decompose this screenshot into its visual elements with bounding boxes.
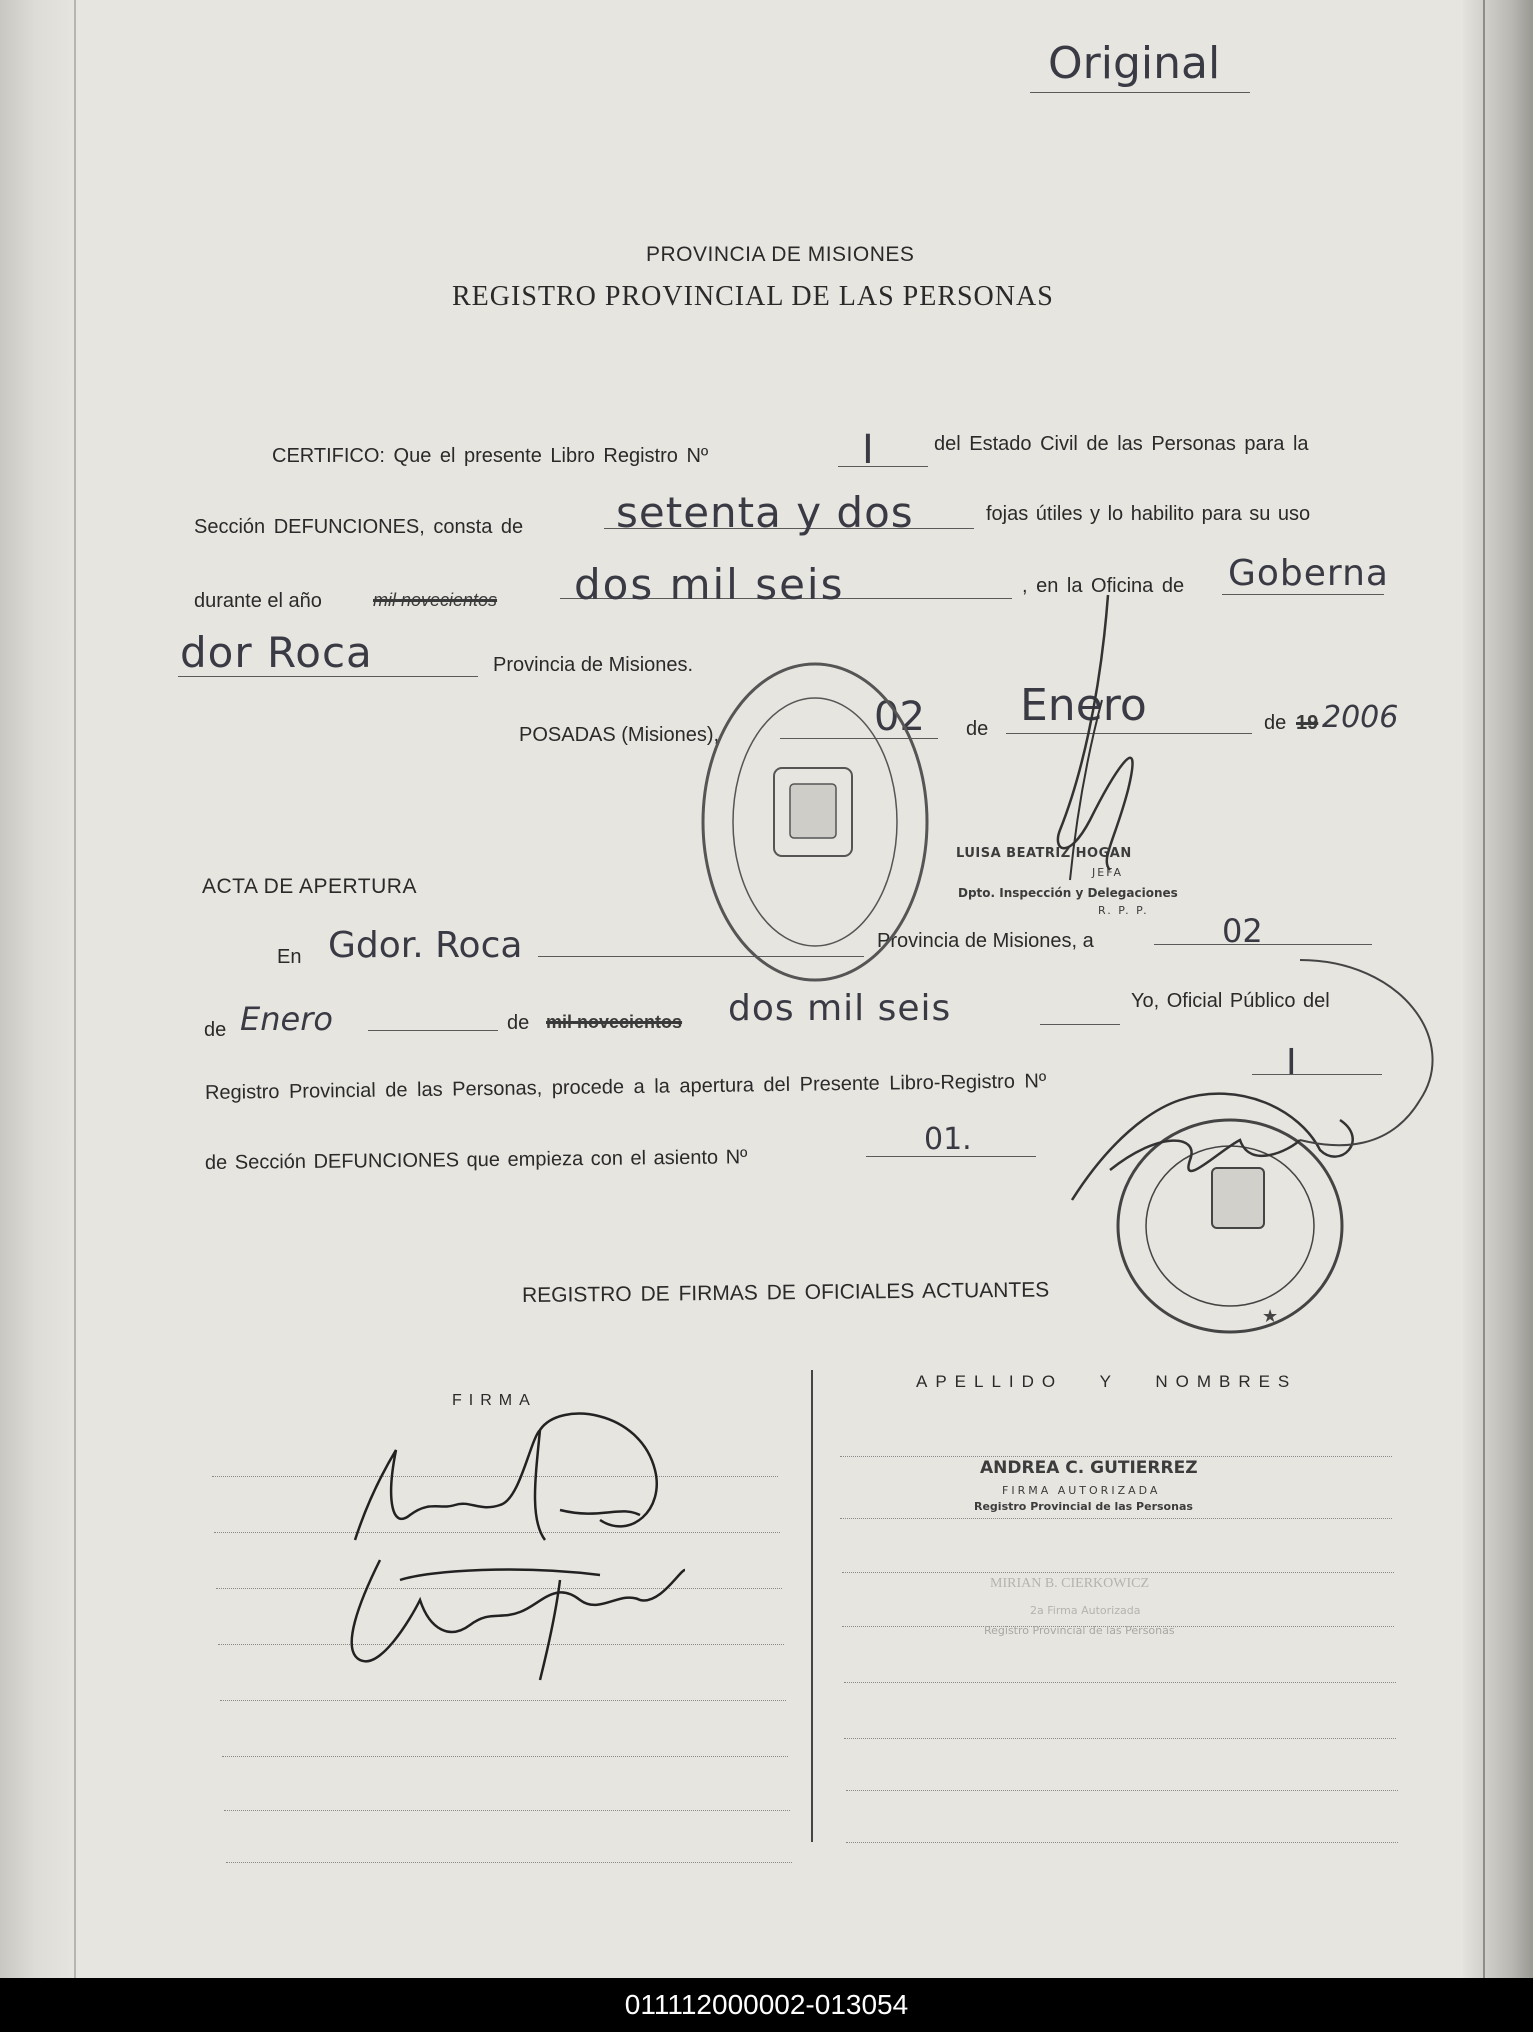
- acta-line3: Registro Provincial de las Personas, procede a la apertura del Presente Libro-Registro Nº: [204, 1070, 1047, 1104]
- signature-2: [352, 1560, 685, 1680]
- stamp1-official-name: LUISA BEATRIZ HOGAN: [956, 846, 1132, 861]
- acta-place-written: Gdor. Roca: [328, 925, 523, 966]
- cert-line4-suffix: Provincia de Misiones.: [493, 654, 694, 676]
- stamp1-dept: Dpto. Inspección y Delegaciones: [958, 886, 1178, 900]
- month-written: Enero: [1020, 680, 1147, 731]
- book-number-written: I: [862, 427, 874, 473]
- cert-line2-suffix: fojas útiles y lo habilito para su uso: [986, 503, 1311, 525]
- acta-entry-written: 01.: [924, 1122, 972, 1157]
- name-stamp-1-role: FIRMA AUTORIZADA: [1002, 1484, 1161, 1497]
- stamp1-org: R. P. P.: [1098, 904, 1149, 917]
- name-stamp-2: MIRIAN B. CIERKOWICZ: [990, 1576, 1150, 1591]
- acta-month-written: Enero: [240, 1000, 333, 1038]
- acta-day-written: 02: [1222, 912, 1263, 950]
- de-label-1: de: [966, 718, 989, 740]
- cert-line3-suffix: , en la Oficina de: [1022, 575, 1185, 597]
- province-heading: PROVINCIA DE MISIONES: [646, 243, 915, 266]
- day-written: 02: [874, 694, 925, 740]
- acta-place-suffix: Provincia de Misiones, a: [877, 930, 1094, 952]
- acta-official-text: Yo, Oficial Público del: [1131, 990, 1330, 1012]
- acta-de-label: de: [204, 1019, 227, 1041]
- acta-de2-label: de: [507, 1012, 530, 1034]
- name-stamp-1-org: Registro Provincial de las Personas: [974, 1500, 1193, 1513]
- name-stamp-2-org: Registro Provincial de las Personas: [984, 1624, 1175, 1637]
- name-stamp-2-role: 2a Firma Autorizada: [1030, 1604, 1141, 1617]
- cert-line3-prefix: durante el año: [194, 590, 322, 612]
- cert-line1-suffix: del Estado Civil de las Personas para la: [934, 433, 1309, 455]
- signatures-title: REGISTRO DE FIRMAS DE OFICIALES ACTUANTES: [521, 1278, 1050, 1307]
- document-id-footer: 011112000002-013054: [0, 1978, 1533, 2032]
- de-label-year: de: [1264, 712, 1287, 734]
- original-annotation: Original: [1048, 38, 1221, 89]
- office-written-part2: dor Roca: [180, 628, 373, 677]
- stamp1-official-role: JEFA: [1092, 866, 1124, 879]
- registrar-signature: [1058, 595, 1133, 870]
- col-firma-header: FIRMA: [452, 1392, 537, 1409]
- cert-line2-prefix: Sección DEFUNCIONES, consta de: [194, 516, 524, 538]
- svg-text:★: ★: [1262, 1306, 1279, 1326]
- signature-1: [355, 1414, 657, 1540]
- year-written: dos mil seis: [574, 560, 845, 609]
- pages-written: setenta y dos: [616, 488, 914, 537]
- acta-year-struck: mil novecientos: [546, 1012, 683, 1032]
- name-stamp-1: ANDREA C. GUTIERREZ: [980, 1458, 1198, 1478]
- year-prefix-struck: 19: [1296, 712, 1319, 734]
- cert-line1-prefix: CERTIFICO: Que el presente Libro Registro Nº: [272, 445, 709, 467]
- office-written-part1: Goberna: [1228, 553, 1389, 594]
- official-oval-stamp-2: [1118, 1120, 1342, 1332]
- official-oval-stamp-1: [703, 664, 927, 980]
- acta-year-written: dos mil seis: [728, 988, 952, 1029]
- col-names-header: APELLIDO Y NOMBRES: [916, 1372, 1298, 1391]
- place-label: POSADAS (Misiones),: [519, 724, 720, 746]
- acta-line4: de Sección DEFUNCIONES que empieza con el asiento Nº: [204, 1146, 748, 1174]
- acta-title: ACTA DE APERTURA: [202, 875, 417, 898]
- acta-en-label: En: [277, 946, 302, 968]
- year-value-written: 2006: [1322, 700, 1399, 735]
- registry-heading: REGISTRO PROVINCIAL DE LAS PERSONAS: [452, 281, 1054, 312]
- acta-book-written: I: [1286, 1042, 1297, 1083]
- year-struck-text: mil novecientos: [373, 590, 498, 610]
